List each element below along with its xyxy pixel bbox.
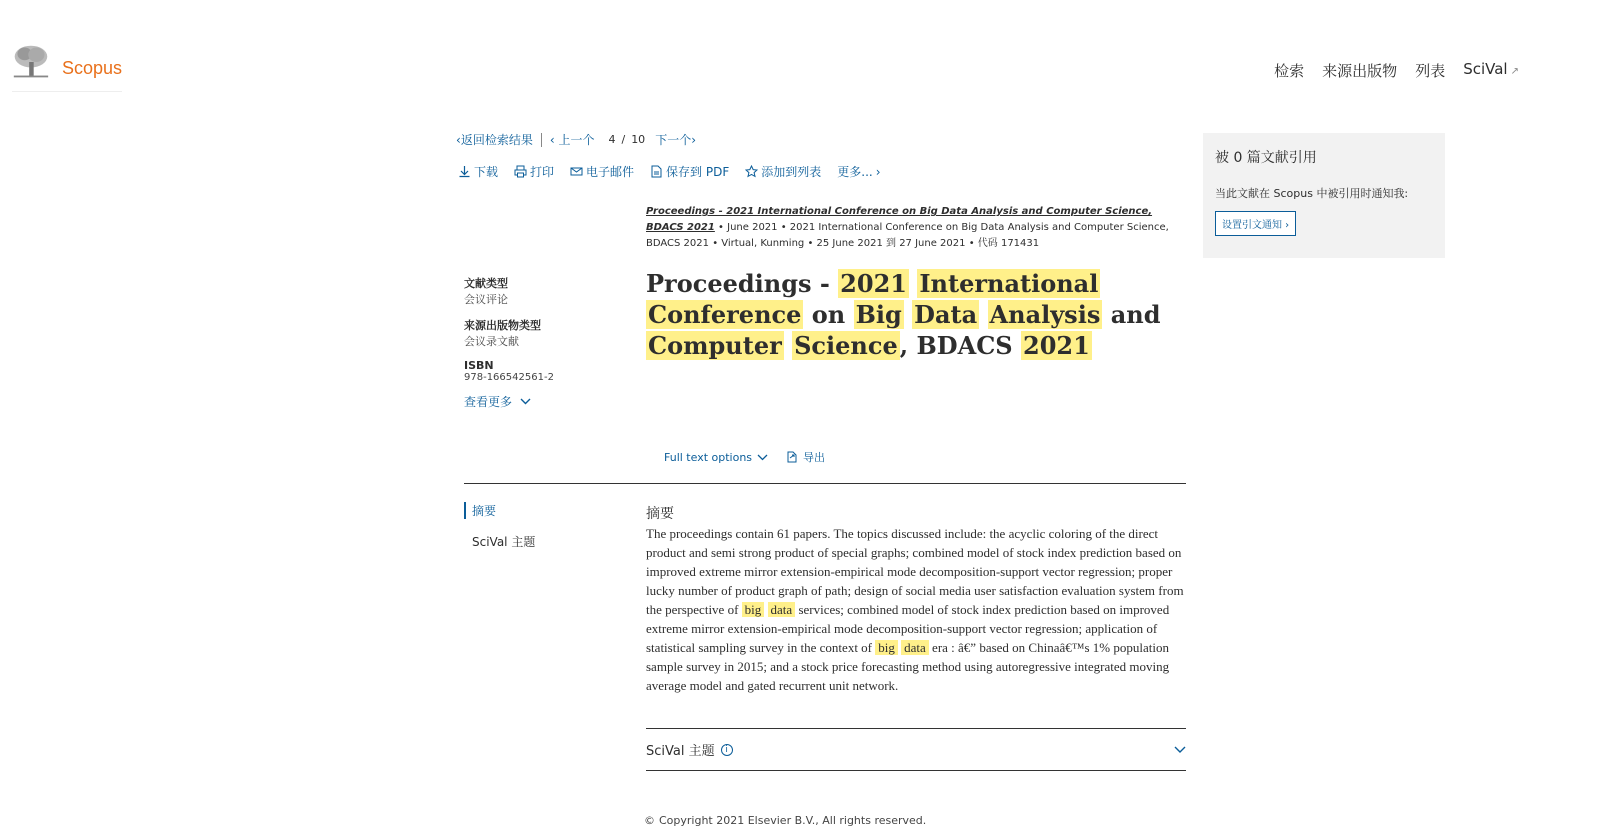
bullet: • <box>780 222 790 233</box>
more-button[interactable] <box>837 163 880 180</box>
elsevier-tree-icon <box>12 42 50 82</box>
copyright <box>644 814 926 827</box>
conference-name: 2021 International Conference on Big Data Analysis and Computer Science, BDACS 2021 <box>646 222 1169 249</box>
nav-scival-label: SciVal <box>1463 60 1508 78</box>
doc-type-label: 文献类型 <box>464 277 508 290</box>
document-metadata <box>464 275 614 410</box>
document-title <box>646 268 1186 361</box>
title-highlight: International <box>919 269 1099 298</box>
bullet: • <box>968 238 978 249</box>
pdf-icon <box>650 165 663 178</box>
set-citation-alert-button[interactable]: 设置引文通知 › <box>1215 211 1296 236</box>
export-button[interactable] <box>786 449 825 465</box>
scival-topics-label: SciVal 主题 <box>646 744 715 759</box>
more-label: 更多... <box>837 165 873 179</box>
title-word: , <box>899 331 909 360</box>
abstract-text <box>646 524 1184 695</box>
nav-lists[interactable]: 列表 <box>1415 62 1446 80</box>
email-icon <box>570 165 583 178</box>
bullet: • <box>807 238 817 249</box>
abstract-part: The proceedings contain 61 papers. The topics discussed include: the acyclic coloring of the direct product and semi strong product of special graphs; combined model of stock index prediction based on improved extreme mirror extension-empirical mode decomposition-support vector regression; proper lucky number of product graph of path; design of social media user satisfaction evaluation system from the perspective of <box>646 526 1184 617</box>
next-label: 下一个 <box>655 133 692 147</box>
page-sep: / <box>621 133 626 146</box>
chevron-down-icon <box>520 398 531 405</box>
conference-code: 代码 171431 <box>977 238 1040 249</box>
section-nav-abstract[interactable]: 摘要 <box>464 502 535 519</box>
title-highlight: Science <box>794 331 898 360</box>
title-highlight: 2021 <box>1023 331 1090 360</box>
abstract-highlight: big <box>742 602 765 617</box>
conference-place: Virtual, Kunming <box>721 238 805 249</box>
download-button[interactable] <box>458 163 498 180</box>
title-word: and <box>1110 300 1161 329</box>
pager <box>608 133 645 146</box>
copyright-text: Copyright 2021 Elsevier B.V., All rights reserved. <box>659 814 927 827</box>
abstract-highlight: data <box>901 640 929 655</box>
divider <box>541 133 542 147</box>
bullet: • <box>718 222 728 233</box>
back-to-results-link[interactable]: ‹返回检索结果 <box>456 133 533 147</box>
see-more-button[interactable] <box>464 393 614 410</box>
section-divider <box>464 483 1186 484</box>
result-navigation <box>456 131 696 148</box>
title-highlight: Analysis <box>989 300 1101 329</box>
print-button[interactable] <box>514 163 554 180</box>
nav-scival[interactable] <box>1463 60 1519 81</box>
section-nav-scival[interactable]: SciVal 主题 <box>472 535 536 549</box>
see-more-label: 查看更多 <box>464 395 513 409</box>
previous-link[interactable]: ‹ 上一个 <box>549 133 595 147</box>
previous-label: 上一个 <box>558 133 595 147</box>
citations-panel <box>1203 133 1445 258</box>
nav-sources[interactable]: 来源出版物 <box>1322 62 1398 80</box>
brand-name: Scopus <box>61 58 122 78</box>
title-word: BDACS <box>916 331 1013 360</box>
scopus-logo[interactable] <box>12 42 122 92</box>
title-highlight: Big <box>855 300 902 329</box>
chevron-down-icon[interactable] <box>1174 746 1186 754</box>
export-icon <box>786 451 798 463</box>
download-label: 下载 <box>474 165 499 179</box>
source-date: June 2021 <box>727 222 778 233</box>
back-label: 返回检索结果 <box>460 133 533 147</box>
email-button[interactable] <box>570 163 634 180</box>
title-highlight: Data <box>914 300 978 329</box>
full-text-options-button[interactable] <box>664 449 768 465</box>
section-nav <box>464 502 535 564</box>
title-highlight: Computer <box>648 331 782 360</box>
next-link[interactable]: 下一个› <box>655 133 697 147</box>
top-navigation <box>1274 60 1519 81</box>
page-total: 10 <box>631 133 646 146</box>
page-current: 4 <box>608 133 616 146</box>
abstract-heading: 摘要 <box>646 506 674 522</box>
source-type-label: 来源出版物类型 <box>464 319 541 332</box>
save-pdf-button[interactable] <box>650 163 729 180</box>
info-icon[interactable]: i <box>721 744 733 756</box>
cited-by-heading: 被 0 篇文献引用 <box>1215 150 1317 166</box>
abstract-part: era : â€” based on Chinaâ€™s 1% population sample survey in 2015; and a stock price forecasting method using autoregressive integrated moving average model and gated recurrent unit network. <box>646 640 1170 693</box>
add-to-list-label: 添加到列表 <box>761 165 822 179</box>
copyright-icon: © <box>644 814 655 827</box>
chevron-right-icon: › <box>875 164 881 179</box>
abstract-highlight: data <box>768 602 796 617</box>
bullet: • <box>712 238 722 249</box>
save-pdf-label: 保存到 PDF <box>666 165 730 179</box>
isbn-value: 978-166542561-2 <box>464 372 554 383</box>
action-toolbar <box>458 163 881 180</box>
external-link-icon: ↗ <box>1510 66 1519 77</box>
conference-dates: 25 June 2021 到 27 June 2021 <box>816 238 966 249</box>
title-highlight: Conference <box>648 300 802 329</box>
isbn-label: ISBN <box>464 359 494 372</box>
export-label: 导出 <box>803 451 826 464</box>
source-title-link[interactable]: Proceedings - 2021 International Conference on Big Data Analysis and Computer Science, BDACS 2021 <box>646 206 1153 233</box>
title-word: Proceedings - <box>646 269 830 298</box>
abstract-part: services; combined model of stock index prediction based on improved extreme mirror extension-empirical mode decomposition-support vector regression; application of statistical sampling survey in the context of <box>646 602 1170 655</box>
title-word: on <box>811 300 846 329</box>
chevron-down-icon <box>757 454 768 461</box>
citation-alert-text: 当此文献在 Scopus 中被引用时通知我: <box>1215 187 1409 200</box>
full-text-options-label: Full text options <box>664 450 753 464</box>
abstract-highlight: big <box>875 640 898 655</box>
add-to-list-button[interactable] <box>745 163 821 180</box>
email-label: 电子邮件 <box>586 165 635 179</box>
set-citation-alert-label: 设置引文通知 <box>1222 220 1282 231</box>
print-icon <box>514 165 527 178</box>
source-info <box>646 204 1186 252</box>
print-label: 打印 <box>530 165 555 179</box>
nav-search[interactable]: 检索 <box>1274 62 1305 80</box>
doc-type-value: 会议评论 <box>464 293 508 306</box>
scival-topics-accordion[interactable] <box>646 728 1186 771</box>
scival-topics-title <box>646 740 733 759</box>
source-type-value: 会议录文献 <box>464 335 519 348</box>
star-icon <box>745 165 758 178</box>
download-icon <box>458 165 471 178</box>
title-highlight: 2021 <box>840 269 907 298</box>
full-text-row <box>664 449 825 465</box>
